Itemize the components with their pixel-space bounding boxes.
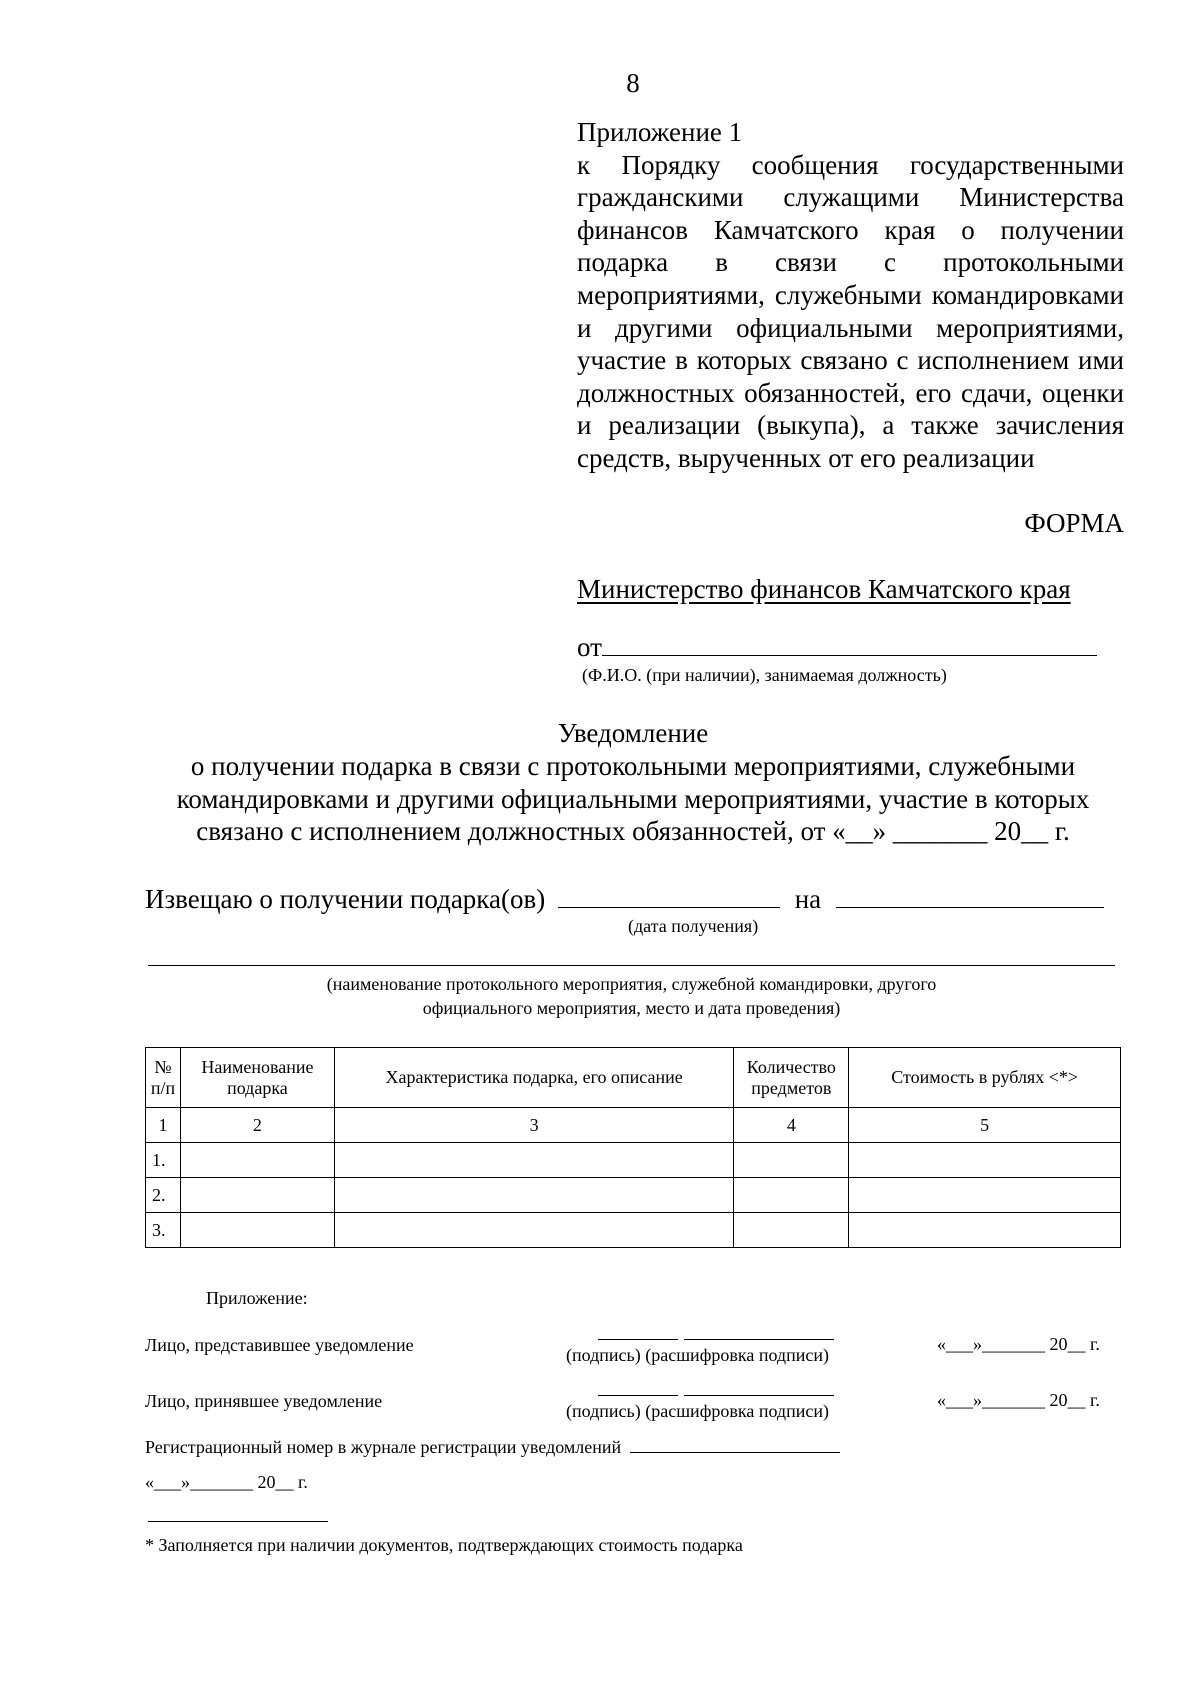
- table-cell[interactable]: [334, 1213, 733, 1248]
- report-row: [145, 884, 1104, 915]
- attachment-label: Приложение:: [206, 1288, 308, 1308]
- recipient-name: Министерство финансов Камчатского края: [577, 574, 1071, 604]
- forma-label: ФОРМА: [1024, 508, 1124, 538]
- column-number: 2: [180, 1108, 334, 1143]
- appendix-title: Приложение 1: [577, 117, 743, 147]
- row-number: 2.: [146, 1178, 181, 1213]
- appendix-block: [577, 116, 1124, 475]
- from-row: [577, 632, 1097, 663]
- notice-title: Уведомление: [557, 718, 709, 748]
- table-row: [146, 1143, 1121, 1178]
- event-caption: [148, 972, 1115, 1020]
- event-field[interactable]: [836, 887, 1104, 908]
- notice-line-2: командировками и другими официальными мероприятиями, участие в которых: [176, 783, 1090, 814]
- report-text: Извещаю о получении подарка(ов): [145, 884, 546, 914]
- row-number: 1.: [146, 1143, 181, 1178]
- table-cell[interactable]: [180, 1143, 334, 1178]
- event-name-field[interactable]: [148, 965, 1115, 966]
- column-number: 3: [334, 1108, 733, 1143]
- row-number: 3.: [146, 1213, 181, 1248]
- registration-date: «___»_______ 20__ г.: [145, 1472, 308, 1492]
- column-number: 5: [849, 1108, 1121, 1143]
- table-cell[interactable]: [180, 1213, 334, 1248]
- gifts-table: [145, 1047, 1121, 1248]
- table-cell[interactable]: [849, 1143, 1121, 1178]
- from-caption: (Ф.И.О. (при наличии), занимаемая должность): [582, 665, 947, 685]
- submitted-signature-lines[interactable]: [598, 1325, 834, 1345]
- column-number: 4: [734, 1108, 849, 1143]
- event-caption-line-2: официального мероприятия, место и дата проведения): [422, 998, 841, 1018]
- table-cell[interactable]: [734, 1213, 849, 1248]
- footnote-rule: [148, 1521, 328, 1522]
- table-row: [146, 1213, 1121, 1248]
- notice-line-1: о получении подарка в связи с протокольными мероприятиями, служебными: [190, 751, 1076, 781]
- header-gift-name: Наименование подарка: [180, 1048, 334, 1108]
- registration-label: Регистрационный номер в журнале регистрации уведомлений: [145, 1437, 622, 1457]
- notice-body: [140, 750, 1126, 848]
- table-cell[interactable]: [734, 1178, 849, 1213]
- accepted-date: «___»_______ 20__ г.: [937, 1390, 1100, 1410]
- table-cell[interactable]: [849, 1213, 1121, 1248]
- submitted-by-label: Лицо, представившее уведомление: [145, 1335, 414, 1355]
- header-number: № п/п: [146, 1048, 181, 1108]
- table-cell[interactable]: [334, 1143, 733, 1178]
- registration-number-field[interactable]: [630, 1438, 840, 1453]
- submitted-date: «___»_______ 20__ г.: [937, 1334, 1100, 1354]
- footnote-text: * Заполняется при наличии документов, подтверждающих стоимость подарка: [145, 1535, 743, 1555]
- submitted-signature-decoding-field[interactable]: [684, 1325, 834, 1340]
- accepted-signature-lines[interactable]: [598, 1381, 834, 1401]
- header-quantity: Количество предметов: [734, 1048, 849, 1108]
- accepted-signature-caption: (подпись) (расшифровка подписи): [566, 1401, 829, 1421]
- event-caption-line-1: (наименование протокольного мероприятия, служебной командировки, другого: [326, 974, 937, 994]
- accepted-signature-decoding-field[interactable]: [684, 1381, 834, 1396]
- page-number: 8: [626, 68, 640, 98]
- submitted-signature-field[interactable]: [598, 1325, 678, 1340]
- from-label: от: [577, 632, 602, 662]
- registration-row: [145, 1437, 840, 1458]
- report-on-label: на: [794, 884, 822, 914]
- table-cell[interactable]: [334, 1178, 733, 1213]
- appendix-text: к Порядку сообщения государственными гражданскими служащими Министерства финансов Камчатского края о получении подарка в связи с протокольными мероприятиями, служебными командировками и другими официальными мероприятиями, участие в которых связано с исполнением ими должностных обязанностей, его сдачи, оценки и реализации (выкупа), а также зачисления средств, вырученных от его реализации: [577, 149, 1124, 473]
- header-cost: Стоимость в рублях <*>: [849, 1048, 1121, 1108]
- accepted-signature-field[interactable]: [598, 1381, 678, 1396]
- table-header-row: [146, 1048, 1121, 1108]
- table-cell[interactable]: [180, 1178, 334, 1213]
- submitted-signature-caption: (подпись) (расшифровка подписи): [566, 1345, 829, 1365]
- table-row: [146, 1178, 1121, 1213]
- header-description: Характеристика подарка, его описание: [334, 1048, 733, 1108]
- table-cell[interactable]: [849, 1178, 1121, 1213]
- gift-date-field[interactable]: [558, 887, 780, 908]
- column-number-row: [146, 1108, 1121, 1143]
- from-name-field[interactable]: [602, 633, 1097, 656]
- table-cell[interactable]: [734, 1143, 849, 1178]
- accepted-by-label: Лицо, принявшее уведомление: [145, 1391, 383, 1411]
- column-number: 1: [146, 1108, 181, 1143]
- notice-line-3: связано с исполнением должностных обязанностей, от «__» _______ 20__ г.: [196, 816, 1070, 847]
- date-caption: (дата получения): [628, 916, 759, 936]
